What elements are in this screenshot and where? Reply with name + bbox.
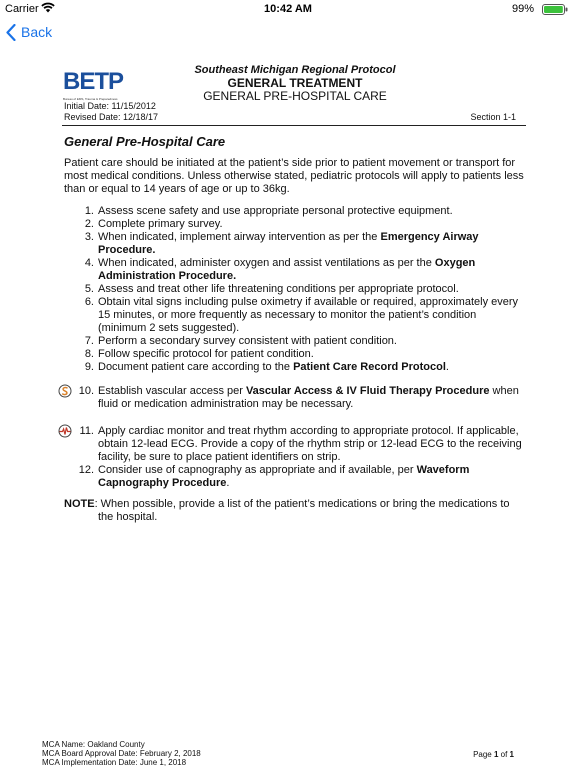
document-title: General Pre-Hospital Care [64, 134, 226, 149]
document-footer [42, 740, 201, 767]
region-label: Southeast Michigan Regional Protocol [194, 64, 396, 76]
list-item: 1. Assess scene safety and use appropriate personal protective equipment. [84, 205, 453, 217]
page-number: Page 1 of 1 [473, 750, 514, 759]
battery-percent: 99% [511, 3, 534, 15]
revised-date: Revised Date: 12/18/17 [64, 112, 159, 122]
intro-paragraph: Patient care should be initiated at the patient’s side prior to patient movement or transport for most medical conditions. Unless otherwise stated, pediatric protocols will apply to patients less than or equal to 14 years of age or up to 36kg. [64, 157, 524, 195]
protocol-category: GENERAL TREATMENT [227, 76, 363, 90]
navigation-bar [0, 18, 576, 46]
procedure-link[interactable]: Emergency Airway Procedure. [98, 231, 479, 256]
logo-tagline: Bureau of EMS, Trauma & Preparedness [63, 97, 118, 101]
steps-list-paramedic [64, 425, 526, 490]
list-item: 12. Consider use of capnography as appropriate and if available, per Waveform Capnography Procedure. [78, 464, 470, 489]
steps-list-specialist [64, 385, 526, 411]
header-divider [62, 125, 526, 126]
note-paragraph: NOTE: When possible, provide a list of the patient’s medications or bring the medications to the hospital. [64, 498, 510, 523]
mca-name: MCA Name: Oakland County [42, 740, 145, 749]
back-button[interactable] [6, 22, 52, 42]
list-item: 6. Obtain vital signs including pulse oximetry if available or required, approximately every 15 minutes, or more frequently as necessary to monitor the patient’s condition (minimum 2 sets suggested). [84, 296, 519, 334]
procedure-link[interactable]: Waveform Capnography Procedure [98, 464, 470, 489]
list-item: 2. Complete primary survey. [84, 218, 223, 230]
back-label: Back [21, 24, 53, 40]
list-item: 4. When indicated, administer oxygen and assist ventilations as per the Oxygen Administration Procedure. [84, 257, 476, 282]
chevron-left-icon [6, 24, 16, 41]
procedure-link[interactable]: Patient Care Record Protocol [293, 361, 446, 373]
list-item: 11. Apply cardiac monitor and treat rhythm according to appropriate protocol. If applicable, obtain 12-lead ECG. Provide a copy of the rhythm strip or 12-lead ECG to the receiving facility, be sure to place patient identifiers on strip. [64, 425, 526, 464]
list-item: 5. Assess and treat other life threatening conditions per appropriate protocol. [84, 283, 459, 295]
protocol-header [150, 64, 440, 103]
list-item: 10. Establish vascular access per Vascular Access & IV Fluid Therapy Procedure when fluid or medication administration may be necessary. [64, 385, 526, 411]
list-item: 3. When indicated, implement airway intervention as per the Emergency Airway Procedure. [84, 231, 479, 256]
status-bar [0, 0, 576, 18]
section-number: Section 1-1 [470, 112, 516, 122]
protocol-document[interactable] [0, 46, 576, 768]
list-item: 8. Follow specific protocol for patient condition. [84, 348, 314, 360]
mca-implementation-date: MCA Implementation Date: June 1, 2018 [42, 758, 187, 767]
initial-date: Initial Date: 11/15/2012 [64, 101, 156, 111]
carrier-label: Carrier [5, 3, 39, 15]
list-item: 7. Perform a secondary survey consistent with patient condition. [84, 335, 397, 347]
steps-list [64, 205, 526, 374]
list-item: 9. Document patient care according to the Patient Care Record Protocol. [84, 361, 449, 373]
clock: 10:42 AM [264, 3, 312, 15]
note-label: NOTE [64, 498, 95, 510]
procedure-link[interactable]: Oxygen Administration Procedure. [98, 257, 476, 282]
logo-text: BETP [63, 68, 124, 95]
procedure-link[interactable]: Vascular Access & IV Fluid Therapy Procedure [245, 385, 490, 397]
battery-icon [542, 4, 568, 15]
protocol-name: GENERAL PRE-HOSPITAL CARE [203, 89, 387, 103]
mca-board-approval-date: MCA Board Approval Date: February 2, 2018 [42, 749, 201, 758]
